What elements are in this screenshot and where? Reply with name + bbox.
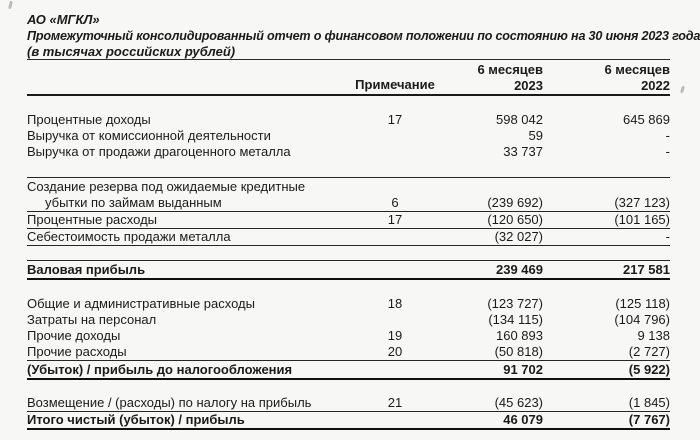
row-note: 21 xyxy=(387,394,403,410)
table-row xyxy=(27,177,670,212)
row-label: Итого чистый (убыток) / прибыль xyxy=(27,411,245,427)
column-header-2022-year: 2022 xyxy=(641,77,670,93)
column-header-2023-period: 6 месяцев xyxy=(477,62,543,77)
table-row-profit-before-tax xyxy=(27,360,670,380)
table-row xyxy=(27,128,670,144)
row-value-2023: (134 115) xyxy=(488,312,543,327)
row-value-2022: - xyxy=(665,229,670,244)
row-label-line1: Создание резерва под ожидаемые кредитные xyxy=(27,179,306,194)
row-value-2023: (50 818) xyxy=(494,344,543,359)
row-value-2023: 239 469 xyxy=(496,262,543,277)
table-row xyxy=(27,229,670,246)
table-row xyxy=(27,112,670,128)
table-body xyxy=(27,112,670,430)
report-units: (в тысячах российских рублей) xyxy=(27,44,236,59)
row-label: Выручка от продажи драгоценного металла xyxy=(27,144,291,159)
row-note: 17 xyxy=(387,212,403,227)
company-name: АО «МГКЛ» xyxy=(27,12,100,27)
table-row xyxy=(27,312,670,328)
row-label: Возмещение / (расходы) по налогу на прибыль xyxy=(27,394,312,410)
row-label-line2: убытки по займам выданным xyxy=(45,195,222,210)
row-note: 17 xyxy=(387,112,403,127)
income-statement-table xyxy=(27,59,670,430)
row-value-2022: (104 796) xyxy=(614,312,670,327)
table-row xyxy=(27,144,670,160)
row-value-2022: (1 845) xyxy=(628,394,670,410)
row-value-2023: (123 727) xyxy=(487,296,543,311)
row-label: Прочие расходы xyxy=(27,344,127,359)
row-label: (Убыток) / прибыль до налогообложения xyxy=(27,362,293,377)
row-value-2023: 91 702 xyxy=(503,362,543,377)
table-row-net-profit xyxy=(27,412,670,430)
row-value-2023: (45 623) xyxy=(494,394,543,410)
table-row xyxy=(27,395,670,412)
table-row xyxy=(27,344,670,360)
column-header-2022-period: 6 месяцев xyxy=(604,62,670,77)
row-label: Общие и административные расходы xyxy=(27,296,255,311)
row-value-2023: 46 079 xyxy=(503,411,543,427)
row-label: Выручка от комиссионной деятельности xyxy=(27,128,271,143)
row-note: 20 xyxy=(387,344,403,359)
row-value-2022: (5 922) xyxy=(628,362,670,377)
row-value-2023: (239 692) xyxy=(487,195,543,210)
row-label: Процентные расходы xyxy=(27,212,158,227)
row-value-2022: 9 138 xyxy=(637,328,670,343)
row-label: Себестоимость продажи металла xyxy=(27,229,231,244)
row-label: Затраты на персонал xyxy=(27,312,157,327)
table-header-row xyxy=(27,59,670,96)
scan-artifact-top-left xyxy=(8,1,13,9)
row-value-2022: (101 165) xyxy=(614,212,670,227)
row-value-2022: (125 118) xyxy=(615,296,670,311)
row-value-2022: - xyxy=(665,144,670,159)
row-value-2022: (2 727) xyxy=(628,344,670,359)
row-value-2022: (7 767) xyxy=(628,411,670,427)
scan-artifact-right xyxy=(680,86,685,94)
document-header xyxy=(27,12,700,59)
row-value-2022: 217 581 xyxy=(623,262,670,277)
row-value-2023: (32 027) xyxy=(494,229,543,244)
report-title: Промежуточный консолидированный отчет о финансовом положении по состоянию на 30 июня 2023 года xyxy=(27,29,700,43)
table-row xyxy=(27,296,670,312)
row-note: 6 xyxy=(391,195,399,210)
financial-statement-page xyxy=(27,12,700,430)
row-value-2022: (327 123) xyxy=(614,195,670,210)
row-value-2022: 645 869 xyxy=(623,112,670,127)
row-value-2023: 33 737 xyxy=(503,144,543,159)
table-row xyxy=(27,328,670,344)
column-header-note: Примечание xyxy=(355,77,435,92)
row-value-2023: 598 042 xyxy=(496,112,543,127)
row-value-2023: 59 xyxy=(528,128,543,143)
row-label: Валовая прибыль xyxy=(27,262,146,277)
column-header-2023 xyxy=(445,62,543,94)
row-note: 19 xyxy=(387,328,403,343)
row-value-2023: 160 893 xyxy=(496,328,543,343)
row-value-2022: - xyxy=(665,128,670,143)
row-label: Прочие доходы xyxy=(27,328,121,343)
row-note: 18 xyxy=(387,296,403,311)
column-header-2022 xyxy=(543,62,670,94)
column-header-2023-year: 2023 xyxy=(514,77,543,93)
row-label: Процентные доходы xyxy=(27,112,151,127)
row-label xyxy=(27,179,345,211)
table-row-gross-profit xyxy=(27,260,670,280)
row-value-2023: (120 650) xyxy=(487,212,543,227)
table-row xyxy=(27,212,670,229)
